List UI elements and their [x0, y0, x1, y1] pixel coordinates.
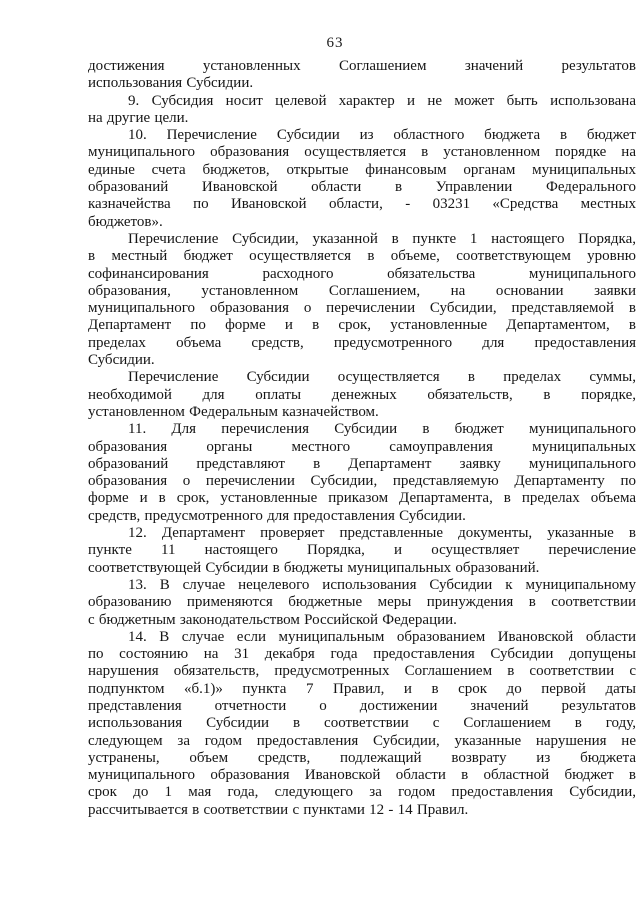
paragraph-6 [88, 421, 636, 525]
text-line: устранены, объем средств, подлежащий возврату из бюджета [88, 749, 636, 766]
text-line: Перечисление Субсидии осуществляется в пределах суммы, [128, 369, 636, 386]
text-line: использования Субсидии. [88, 75, 254, 92]
text-line: образованию применяются бюджетные меры принуждения в соответствии [88, 594, 636, 611]
text-line: 14. В случае если муниципальным образованием Ивановской области [128, 628, 636, 645]
text-line: образования, установленном Соглашением, на основании заявки [88, 282, 636, 299]
text-line: подпунктом «б.1)» пункта 7 Правил, и в срок до первой даты [88, 680, 636, 697]
text-line: срок до 1 мая года, следующего за годом предоставления Субсидии, [88, 784, 636, 801]
text-line: следующем за годом предоставления Субсидии, указанные нарушения не [88, 732, 636, 749]
text-line: Субсидии. [88, 352, 155, 369]
text-line: пункте 11 настоящего Порядка, и осуществляет перечисление [88, 542, 636, 559]
text-line: использования Субсидии в соответствии с Соглашением в году, [88, 715, 636, 732]
text-line: казначейства по Ивановской области, - 03231 «Средства местных [88, 196, 636, 213]
text-line: бюджетов». [88, 213, 163, 230]
text-line: муниципального образования о перечислении Субсидии, представляемой в [88, 300, 636, 317]
text-line: форме и в срок, установленные приказом Департамента, в пределах объема [88, 490, 636, 507]
text-line: представления отчетности о достижении значений результатов [88, 697, 636, 714]
text-line: соответствующей Субсидии в бюджеты муниципальных образований. [88, 559, 540, 576]
text-line: образования органы местного самоуправления муниципальных [88, 438, 636, 455]
text-line: образований представляют в Департамент заявку муниципального [88, 455, 636, 472]
text-line: Департамент по форме и в срок, установленные Департаментом, в [88, 317, 636, 334]
paragraph-4 [88, 231, 636, 369]
paragraph-8 [88, 577, 636, 629]
text-line: в местный бюджет осуществляется в объеме, соответствующем уровню [88, 248, 636, 265]
text-line: муниципального образования Ивановской области в областной бюджет в [88, 767, 636, 784]
text-line: достижения установленных Соглашением значений результатов [88, 58, 636, 74]
text-line: единые счета бюджетов, открытые финансовым органам муниципальных [88, 161, 636, 178]
text-line: с бюджетным законодательством Российской Федерации. [88, 611, 457, 628]
text-line: на другие цели. [88, 109, 189, 126]
paragraph-1 [88, 58, 636, 93]
text-line: 12. Департамент проверяет представленные документы, указанные в [128, 525, 636, 542]
text-line: 13. В случае нецелевого использования Субсидии к муниципальному [128, 576, 636, 593]
text-line: установленном Федеральным казначейством. [88, 403, 379, 420]
text-line: 11. Для перечисления Субсидии в бюджет муниципального [128, 421, 636, 438]
text-line: образований Ивановской области в Управлении Федерального [88, 179, 636, 196]
paragraph-2 [88, 93, 636, 128]
document-text-block [88, 58, 636, 819]
text-line: нарушения обязательств, предусмотренных Соглашением в соответствии с [88, 663, 636, 680]
text-line: пределах объема средств, предусмотренного для предоставления [88, 334, 636, 351]
page-number: 63 [326, 35, 344, 51]
text-line: рассчитывается в соответствии с пунктами 12 - 14 Правил. [88, 801, 469, 818]
text-line: средств, предусмотренного для предоставления Субсидии. [88, 507, 466, 524]
text-line: по состоянию на 31 декабря года предоставления Субсидии допущены [88, 646, 636, 663]
paragraph-3 [88, 127, 636, 231]
text-line: 10. Перечисление Субсидии из областного бюджета в бюджет [128, 127, 636, 144]
text-line: муниципального образования осуществляется в установленном порядке на [88, 144, 636, 161]
text-line: необходимой для оплаты денежных обязательств, в порядке, [88, 386, 636, 403]
paragraph-7 [88, 525, 636, 577]
text-line: образования о перечислении Субсидии, представляемую Департаменту по [88, 473, 636, 490]
text-line: 9. Субсидия носит целевой характер и не может быть использована [128, 92, 636, 109]
text-line: софинансирования расходного обязательства муниципального [88, 265, 636, 282]
paragraph-9 [88, 629, 636, 819]
paragraph-5 [88, 369, 636, 421]
text-line: Перечисление Субсидии, указанной в пункте 1 настоящего Порядка, [128, 230, 636, 247]
